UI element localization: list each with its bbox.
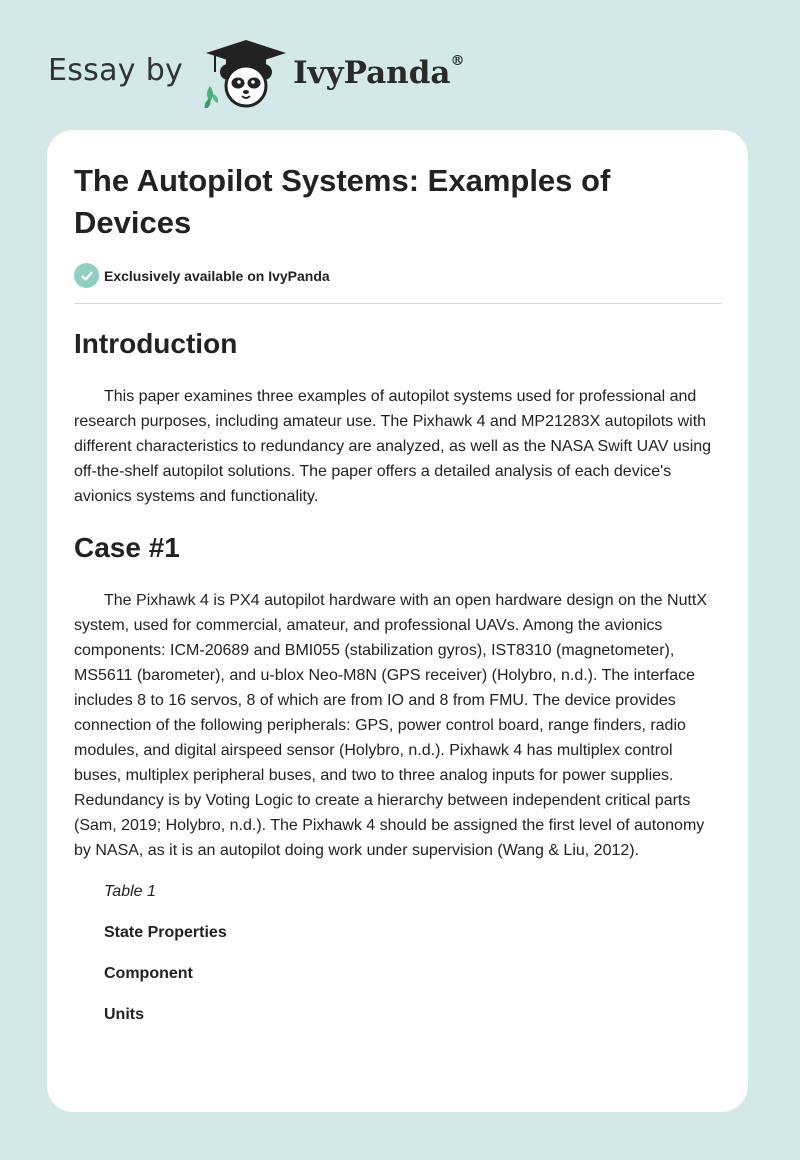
introduction-paragraph: This paper examines three examples of autopilot systems used for professional and research purposes, including amateur use. The Pixhawk 4 and MP21283X autopilots with different characteristics to redundancy are analyzed, as well as the NASA Swift UAV using off-the-shelf autopilot solutions. The paper offers a detailed analysis of each device's avionics systems and functionality. [74, 388, 712, 505]
table-row-units: Units [104, 1006, 144, 1023]
brand-name[interactable]: IvyPanda® [293, 53, 465, 91]
registered-mark: ® [450, 53, 465, 69]
site-header [48, 36, 465, 108]
table-row-state-properties: State Properties [104, 924, 227, 941]
section-heading-case-1: Case #1 [74, 532, 180, 563]
case-1-paragraph: The Pixhawk 4 is PX4 autopilot hardware with an open hardware design on the NuttX system, used for commercial, amateur, and professional UAVs. Among the avionics components: ICM-20689 and BMI055 (stabilization gyros), IST8310 (magnetometer), MS5611 (barometer), and u-blox Neo-M8N (GPS receiver) (Holybro, n.d.). The interface includes 8 to 16 servos, 8 of which are from IO and 8 from FMU. The device provides connection of the following peripherals: GPS, power control board, range finders, radio modules, and digital airspeed sensor (Holybro, n.d.). Pixhawk 4 has multiplex control buses, multiplex peripheral buses, and two to three analog inputs for power supplies. Redundancy is by Voting Logic to create a hierarchy between independent critical parts (Sam, 2019; Holybro, n.d.). The Pixhawk 4 should be assigned the first level of autonomy by NASA, as it is an autopilot doing work under supervision (Wang & Liu, 2012). [74, 592, 708, 859]
exclusive-badge-text: Exclusively available on IvyPanda [104, 267, 330, 284]
exclusive-badge [74, 263, 330, 288]
section-heading-introduction: Introduction [74, 328, 238, 359]
article-card [47, 130, 748, 1112]
page-title: The Autopilot Systems: Examples of Devices [74, 163, 611, 240]
essay-by-label: Essay by [48, 52, 184, 88]
table-label: Table 1 [104, 883, 156, 900]
table-row-component: Component [104, 965, 193, 982]
check-circle-icon [74, 263, 99, 288]
panda-logo-icon[interactable] [201, 36, 291, 108]
article-body [74, 322, 724, 1026]
header-divider [74, 303, 722, 304]
